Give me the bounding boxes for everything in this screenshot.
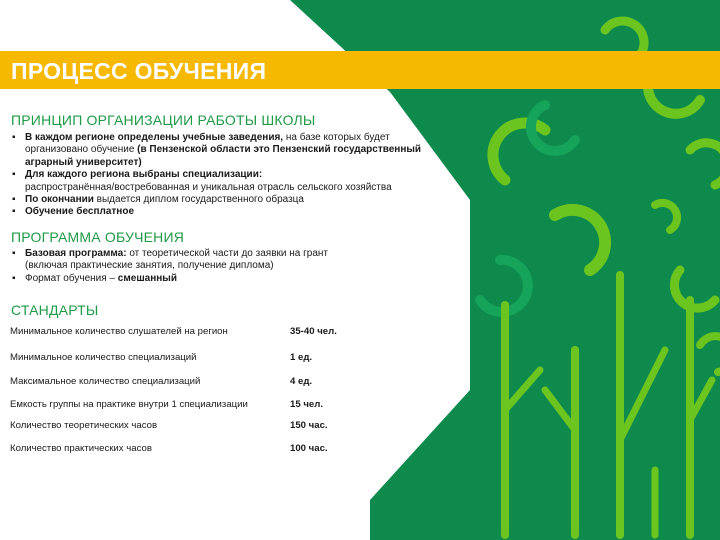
standard-value: 35-40 чел. — [290, 326, 337, 337]
list-item: ▪ В каждом регионе определены учебные заведения, на базе которых будет организовано обучение (в Пензенской области это Пензенский государственный аграрный университет) — [11, 132, 431, 169]
standard-value: 15 чел. — [290, 399, 324, 410]
list-item: ▪ Обучение бесплатное — [11, 206, 431, 218]
standard-value: 4 ед. — [290, 376, 313, 387]
principle-heading: ПРИНЦИП ОРГАНИЗАЦИИ РАБОТЫ ШКОЛЫ — [11, 112, 316, 128]
standard-label: Максимальное количество специализаций — [10, 376, 201, 387]
program-list — [11, 248, 431, 285]
standard-value: 100 час. — [290, 443, 328, 454]
list-item: ▪ Формат обучения – смешанный — [11, 273, 431, 285]
standard-label: Количество практических часов — [10, 443, 152, 454]
list-item: ▪ Базовая программа: от теоретической части до заявки на грант (включая практические занятия, получение диплома) — [11, 248, 431, 273]
standard-value: 1 ед. — [290, 352, 313, 363]
standard-label: Минимальное количество специализаций — [10, 352, 197, 363]
standard-label: Минимальное количество слушателей на регион — [10, 326, 228, 337]
standards-heading: СТАНДАРТЫ — [11, 302, 99, 318]
list-item: ▪ Для каждого региона выбраны специализации: распространённая/востребованная и уникальная отрасль сельского хозяйства — [11, 169, 431, 194]
page-title: ПРОЦЕСС ОБУЧЕНИЯ — [11, 58, 267, 84]
list-item: ▪ По окончании выдается диплом государственного образца — [11, 194, 431, 206]
principle-list — [11, 132, 431, 219]
standard-label: Емкость группы на практике внутри 1 специализации — [10, 399, 248, 410]
standard-label: Количество теоретических часов — [10, 420, 158, 431]
standard-value: 150 час. — [290, 420, 328, 431]
program-heading: ПРОГРАММА ОБУЧЕНИЯ — [11, 229, 185, 245]
